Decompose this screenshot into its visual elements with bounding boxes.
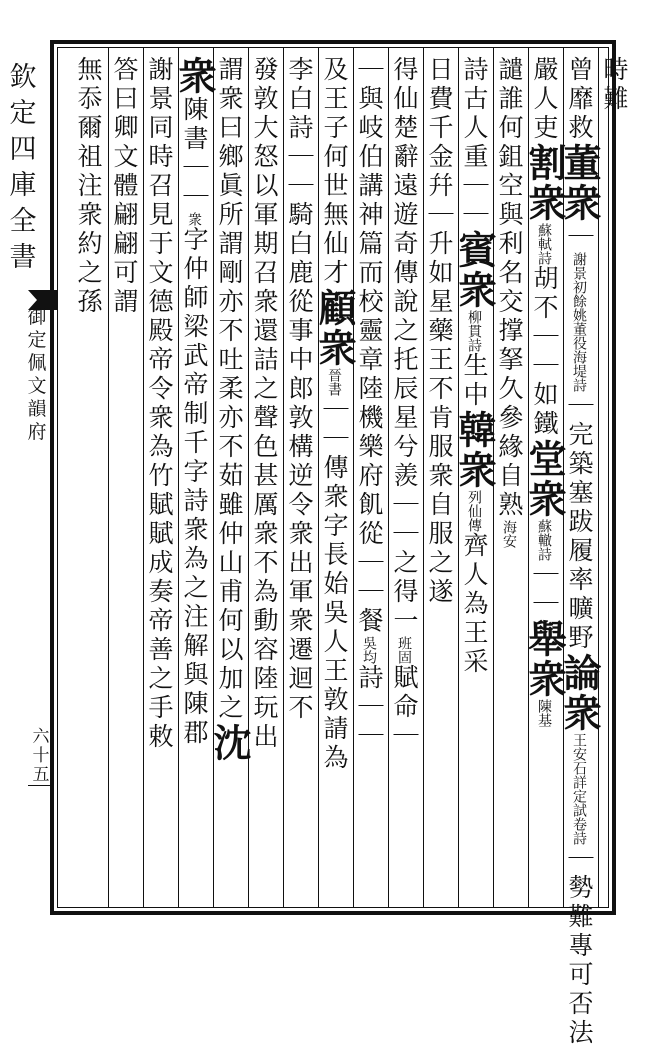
body-text: 藥王不肯服衆自服之遂 bbox=[425, 317, 454, 607]
citation-note: 衆 bbox=[186, 212, 202, 226]
body-text: 李白詩｜｜騎白鹿 bbox=[285, 56, 314, 288]
citation-note: 吳均 bbox=[361, 636, 377, 664]
entry-heading: 割衆 bbox=[522, 143, 567, 223]
book-title-char: 定 bbox=[9, 98, 37, 129]
body-text: ｜升如星 bbox=[425, 201, 454, 317]
citation-note: 海安 bbox=[501, 520, 517, 548]
citation-note: 陳基 bbox=[536, 699, 552, 727]
body-text: 胡不｜｜如鐵 bbox=[530, 265, 559, 439]
body-text: 詩古人重｜｜ bbox=[460, 56, 489, 230]
body-text: 賦命｜ bbox=[390, 664, 419, 751]
volume-title-char: 文 bbox=[27, 375, 47, 397]
body-text: 譴誰何 bbox=[495, 56, 524, 143]
body-text: ｜｜ bbox=[530, 561, 559, 619]
text-column bbox=[207, 48, 252, 908]
body-text: 得仙楚辭遠遊奇傳說之托辰星兮羨｜｜之得一 bbox=[390, 56, 419, 636]
body-text: 鉏空與利名交撑拏 bbox=[495, 143, 524, 375]
column-text bbox=[494, 48, 529, 906]
entry-heading: 論衆 bbox=[557, 653, 602, 733]
body-text: 答曰卿文體翩翩可謂 bbox=[110, 56, 139, 317]
body-text: 發敦大怒以軍期召衆還詰之聲色甚厲衆不為動容陸玩出 bbox=[250, 56, 279, 752]
body-text: 謝景同時召見于文德殿帝令衆為竹賦賦成奏帝善之手敕 bbox=[145, 56, 174, 752]
citation-note: 柳貫詩 bbox=[466, 310, 482, 352]
book-title-char: 四 bbox=[9, 134, 37, 165]
page-number-char: 六 bbox=[32, 727, 50, 747]
citation-note: 蘇軾詩 bbox=[536, 223, 552, 265]
body-text: 陳書｜｜ bbox=[180, 96, 209, 212]
column-text bbox=[172, 48, 217, 906]
column-text bbox=[312, 48, 357, 906]
entry-heading: 堂衆 bbox=[522, 439, 567, 519]
citation-note: 列仙傳 bbox=[466, 490, 482, 532]
column-text bbox=[522, 48, 567, 906]
citation-note: 謝景初餘姚董役海堤詩 bbox=[571, 252, 587, 392]
volume-title-char: 御 bbox=[27, 306, 47, 328]
body-text: 日費千金幷 bbox=[425, 56, 454, 201]
book-title-char: 庫 bbox=[9, 170, 37, 201]
text-column bbox=[388, 48, 423, 908]
text-column bbox=[557, 48, 602, 1048]
entry-heading: 舉衆 bbox=[522, 619, 567, 699]
text-column bbox=[353, 48, 388, 908]
body-text: 曾靡救 bbox=[565, 56, 594, 143]
volume-title bbox=[24, 306, 50, 444]
body-text: ｜ bbox=[565, 223, 594, 252]
body-text: 時難 bbox=[600, 56, 629, 114]
body-text: 生中 bbox=[460, 352, 489, 410]
entry-heading: 韓衆 bbox=[452, 410, 497, 490]
column-text bbox=[599, 48, 634, 906]
book-title-char: 欽 bbox=[9, 62, 37, 93]
page-number bbox=[28, 728, 54, 786]
body-text: ｜勢難專可否法 bbox=[565, 845, 594, 1048]
text-column bbox=[108, 48, 143, 908]
entry-heading: 董衆 bbox=[557, 143, 602, 223]
body-text: ｜完築塞跋履率曠野 bbox=[565, 392, 594, 653]
column-text bbox=[144, 48, 179, 906]
text-column bbox=[598, 48, 633, 908]
column-text bbox=[389, 48, 424, 906]
entry-heading: 賓衆 bbox=[452, 230, 497, 310]
page-number-char: 五 bbox=[32, 765, 50, 785]
volume-title-char: 定 bbox=[27, 329, 47, 351]
text-column bbox=[452, 48, 497, 908]
body-text: ｜與岐伯講神篇而校靈章陸機樂府飢從｜｜餐 bbox=[355, 56, 384, 636]
text-column bbox=[172, 48, 217, 908]
volume-title-char: 佩 bbox=[27, 352, 47, 374]
text-column bbox=[73, 48, 108, 908]
text-column bbox=[283, 48, 318, 908]
text-column bbox=[248, 48, 283, 908]
column-text bbox=[109, 48, 144, 906]
entry-heading: 沈 bbox=[207, 723, 252, 763]
body-text: 字仲師梁武帝制千字詩衆為之注解與陳郡 bbox=[180, 226, 209, 748]
body-text: 無忝爾祖注衆約之孫 bbox=[74, 56, 103, 317]
column-text bbox=[73, 48, 108, 906]
body-text: 久參緣自熟 bbox=[495, 375, 524, 520]
citation-note: 晉書 bbox=[326, 368, 342, 396]
body-text: 齊人為王采 bbox=[460, 532, 489, 677]
body-text: 謂衆曰鄉眞所謂剛亦不吐柔亦不茹雖仲山甫何以加之 bbox=[215, 56, 244, 723]
column-text bbox=[354, 48, 389, 906]
column-text bbox=[557, 48, 602, 1048]
body-text: 詩｜｜ bbox=[355, 664, 384, 751]
column-text bbox=[207, 48, 252, 906]
citation-note: 班固 bbox=[396, 636, 412, 664]
citation-note: 王安石詳定試卷詩 bbox=[571, 733, 587, 845]
page-number-char: 十 bbox=[32, 746, 50, 766]
volume-title-char: 韻 bbox=[27, 398, 47, 420]
column-text bbox=[249, 48, 284, 906]
entry-heading: 顧衆 bbox=[312, 288, 357, 368]
column-text bbox=[424, 48, 459, 906]
entry-heading: 衆 bbox=[172, 56, 217, 96]
book-title-char: 全 bbox=[9, 206, 37, 237]
body-text: ｜｜傳衆字長始吳人王敦請為 bbox=[320, 396, 349, 773]
body-text: 嚴人吏 bbox=[530, 56, 559, 143]
book-title bbox=[4, 60, 42, 276]
body-text: 及王子何世無仙才 bbox=[320, 56, 349, 288]
volume-title-char: 府 bbox=[27, 421, 47, 443]
text-column bbox=[143, 48, 178, 908]
book-title-char: 書 bbox=[9, 242, 37, 273]
text-column bbox=[423, 48, 458, 908]
text-column bbox=[522, 48, 567, 908]
text-column bbox=[493, 48, 528, 908]
citation-note: 蘇轍詩 bbox=[536, 519, 552, 561]
body-text: 從事中郎敦構逆令衆出軍衆遷迴不 bbox=[285, 288, 314, 723]
column-text bbox=[284, 48, 319, 906]
column-text bbox=[452, 48, 497, 906]
text-column bbox=[312, 48, 357, 908]
